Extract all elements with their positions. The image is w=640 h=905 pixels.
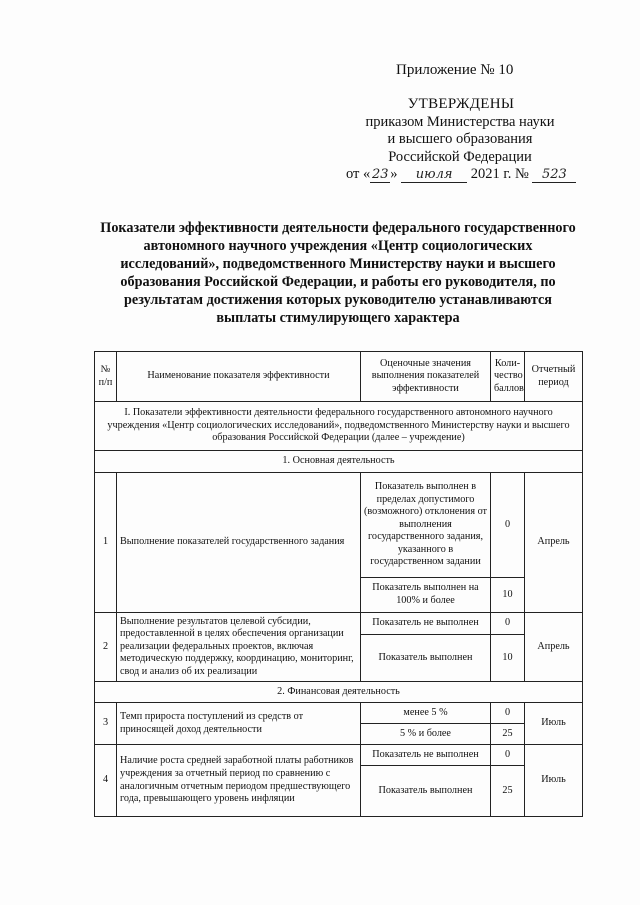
approval-line-1: приказом Министерства науки (365, 114, 555, 130)
date-mid: » (390, 166, 398, 182)
header-name: Наименование показателя эффективности (117, 352, 361, 402)
table-row (95, 473, 583, 578)
table-header-row (95, 352, 583, 402)
section-row-I (95, 402, 583, 451)
row-4-criterion-2: Показатель выполнен (361, 766, 491, 817)
date-prefix: от « (346, 166, 371, 182)
table-row (95, 703, 583, 724)
approval-date-line (346, 166, 576, 183)
table-row (95, 613, 583, 635)
header-values: Оценочные значения выполнения показателей эффективности (361, 352, 491, 402)
row-2-period: Апрель (525, 613, 583, 682)
section-1-text: 1. Основная деятельность (95, 451, 583, 473)
row-4-period: Июль (525, 745, 583, 817)
row-2-points-2: 10 (491, 635, 525, 682)
document-title: Показатели эффективности деятельности федерального государственного автономного научного учреждения «Центр социологических исследований», подведомственного Министерству науки и высшего образования Российской Федерации, и работы его руководителя, по результатам достижения которых руководителю устанавливаются выплаты стимулирующего характера (100, 220, 576, 326)
row-1-criterion-2: Показатель выполнен на 100% и более (361, 578, 491, 613)
section-row-2 (95, 682, 583, 703)
row-3-name: Темп прироста поступлений из средств от приносящей доход деятельности (117, 703, 361, 745)
date-day: 23 (372, 167, 389, 182)
row-2-criterion-1: Показатель не выполнен (361, 613, 491, 635)
row-1-num: 1 (95, 473, 117, 613)
row-1-points-1: 0 (491, 473, 525, 578)
row-2-points-1: 0 (491, 613, 525, 635)
row-1-period: Апрель (525, 473, 583, 613)
header-points: Коли-чество баллов (491, 352, 525, 402)
approval-line-3: Российской Федерации (388, 149, 532, 165)
indicators-table (94, 351, 583, 817)
date-number: 523 (532, 167, 576, 183)
row-1-criterion-1: Показатель выполнен в пределах допустимого (возможного) отклонения от выполнения государственного задания, указанного в государственном задании (361, 473, 491, 578)
row-4-points-1: 0 (491, 745, 525, 766)
row-3-criterion-2: 5 % и более (361, 724, 491, 745)
row-2-name: Выполнение результатов целевой субсидии, предоставленной в целях обеспечения организации реализации федеральных проектов, включая методическую поддержку, координацию, мониторинг, свод и анализ об их реализации (117, 613, 361, 682)
section-2-text: 2. Финансовая деятельность (95, 682, 583, 703)
row-3-points-1: 0 (491, 703, 525, 724)
row-2-criterion-2: Показатель выполнен (361, 635, 491, 682)
approval-line-2: и высшего образования (387, 131, 533, 147)
row-1-name: Выполнение показателей государственного задания (117, 473, 361, 613)
section-I-text: I. Показатели эффективности деятельности федерального государственного автономного научного учреждения «Центр социологических исследований», подведомственного Министерству науки и высшего образования Российской Федерации (далее – учреждение) (95, 402, 583, 451)
approved-heading: УТВЕРЖДЕНЫ (407, 96, 515, 112)
row-3-num: 3 (95, 703, 117, 745)
row-3-points-2: 25 (491, 724, 525, 745)
row-1-points-2: 10 (491, 578, 525, 613)
row-3-criterion-1: менее 5 % (361, 703, 491, 724)
row-4-points-2: 25 (491, 766, 525, 817)
appendix-label: Приложение № 10 (396, 62, 514, 78)
row-4-name: Наличие роста средней заработной платы работников учреждения за отчетный период по сравнению с аналогичным отчетным периодом предшествующего года, превышающего уровень инфляции (117, 745, 361, 817)
date-year: 2021 г. № (470, 166, 529, 182)
header-num: № п/п (95, 352, 117, 402)
row-4-criterion-1: Показатель не выполнен (361, 745, 491, 766)
table-row (95, 745, 583, 766)
row-2-num: 2 (95, 613, 117, 682)
date-month: июля (401, 167, 467, 183)
row-3-period: Июль (525, 703, 583, 745)
row-4-num: 4 (95, 745, 117, 817)
header-period: Отчетный период (525, 352, 583, 402)
section-row-1 (95, 451, 583, 473)
